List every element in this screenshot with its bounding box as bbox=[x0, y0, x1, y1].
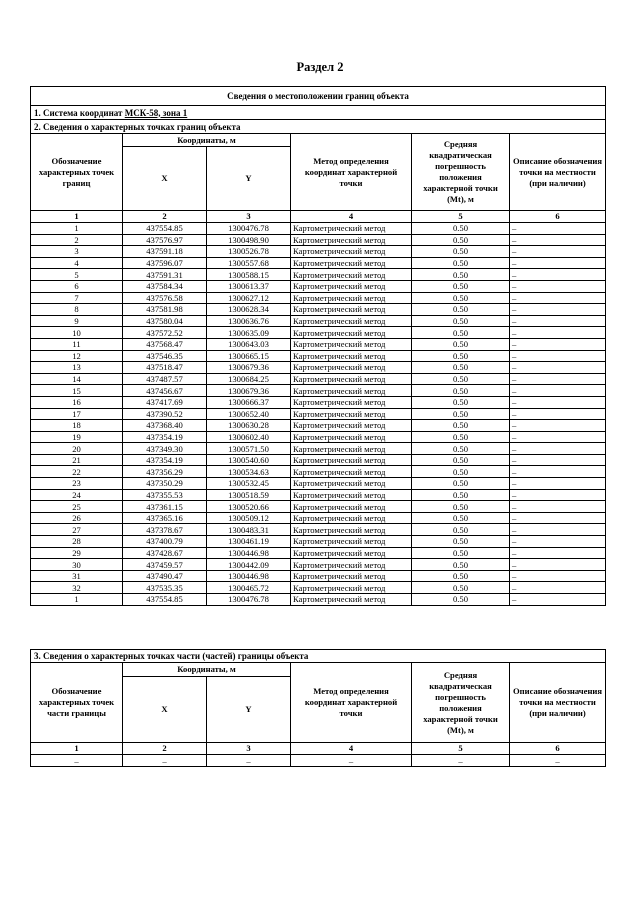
method-cell: Картометрический метод bbox=[291, 524, 412, 536]
point-id-cell: 19 bbox=[31, 431, 123, 443]
error-cell: 0.50 bbox=[412, 536, 510, 548]
error-cell: 0.50 bbox=[412, 570, 510, 582]
table-row bbox=[31, 350, 606, 362]
header-description: Описание обозначения точки на местности (при наличии) bbox=[510, 663, 606, 743]
point-id-cell: 23 bbox=[31, 478, 123, 490]
x-cell: 437400.79 bbox=[123, 536, 207, 548]
description-cell: – bbox=[510, 443, 606, 455]
header-description: Описание обозначения точки на местности (при наличии) bbox=[510, 134, 606, 211]
column-number: 1 bbox=[31, 211, 123, 223]
table-row bbox=[31, 257, 606, 269]
method-cell: Картометрический метод bbox=[291, 431, 412, 443]
point-id-cell: 31 bbox=[31, 570, 123, 582]
x-cell: 437349.30 bbox=[123, 443, 207, 455]
error-cell: 0.50 bbox=[412, 223, 510, 235]
description-cell: – bbox=[510, 280, 606, 292]
error-cell: 0.50 bbox=[412, 582, 510, 594]
point-id-cell: 24 bbox=[31, 489, 123, 501]
point-id-cell: 1 bbox=[31, 594, 123, 606]
error-cell: 0.50 bbox=[412, 280, 510, 292]
y-cell: 1300557.68 bbox=[207, 257, 291, 269]
table-row bbox=[31, 466, 606, 478]
error-cell: 0.50 bbox=[412, 350, 510, 362]
point-id-cell: 29 bbox=[31, 547, 123, 559]
method-cell: Картометрический метод bbox=[291, 396, 412, 408]
point-id-cell: 13 bbox=[31, 362, 123, 374]
point-id-cell: 14 bbox=[31, 373, 123, 385]
header-coords: Координаты, м bbox=[123, 134, 291, 147]
point-id-cell: 1 bbox=[31, 223, 123, 235]
table-row bbox=[31, 234, 606, 246]
method-cell: Картометрический метод bbox=[291, 292, 412, 304]
point-id-cell: 16 bbox=[31, 396, 123, 408]
header-method: Метод определения координат характерной точки bbox=[291, 663, 412, 743]
method-cell: Картометрический метод bbox=[291, 443, 412, 455]
x-cell: 437596.07 bbox=[123, 257, 207, 269]
table-row bbox=[31, 489, 606, 501]
method-cell: – bbox=[291, 755, 412, 767]
y-cell: 1300627.12 bbox=[207, 292, 291, 304]
page-title: Раздел 2 bbox=[296, 60, 344, 74]
point-id-cell: 28 bbox=[31, 536, 123, 548]
x-cell: 437576.58 bbox=[123, 292, 207, 304]
table-row bbox=[31, 582, 606, 594]
y-cell: 1300602.40 bbox=[207, 431, 291, 443]
column-number: 5 bbox=[412, 743, 510, 755]
y-cell: 1300446.98 bbox=[207, 547, 291, 559]
error-cell: 0.50 bbox=[412, 512, 510, 524]
method-cell: Картометрический метод bbox=[291, 385, 412, 397]
table-row bbox=[31, 304, 606, 316]
y-cell: 1300571.50 bbox=[207, 443, 291, 455]
y-cell: 1300613.37 bbox=[207, 280, 291, 292]
method-cell: Картометрический метод bbox=[291, 223, 412, 235]
error-cell: 0.50 bbox=[412, 257, 510, 269]
table-row bbox=[31, 362, 606, 374]
method-cell: Картометрический метод bbox=[291, 373, 412, 385]
column-number: 6 bbox=[510, 211, 606, 223]
method-cell: Картометрический метод bbox=[291, 570, 412, 582]
table-row bbox=[31, 315, 606, 327]
x-cell: 437581.98 bbox=[123, 304, 207, 316]
error-cell: 0.50 bbox=[412, 478, 510, 490]
description-cell: – bbox=[510, 362, 606, 374]
header-x: X bbox=[123, 677, 207, 743]
y-cell: 1300532.45 bbox=[207, 478, 291, 490]
x-cell: 437576.97 bbox=[123, 234, 207, 246]
point-id-cell: 11 bbox=[31, 338, 123, 350]
description-cell: – bbox=[510, 327, 606, 339]
table-row bbox=[31, 594, 606, 606]
point-id-cell: 32 bbox=[31, 582, 123, 594]
table-row bbox=[31, 396, 606, 408]
description-cell: – bbox=[510, 420, 606, 432]
point-id-cell: 15 bbox=[31, 385, 123, 397]
point-id-cell: – bbox=[31, 755, 123, 767]
x-cell: 437546.35 bbox=[123, 350, 207, 362]
y-cell: 1300636.76 bbox=[207, 315, 291, 327]
error-cell: 0.50 bbox=[412, 315, 510, 327]
error-cell: 0.50 bbox=[412, 443, 510, 455]
x-cell: 437490.47 bbox=[123, 570, 207, 582]
x-cell: 437487.57 bbox=[123, 373, 207, 385]
point-id-cell: 7 bbox=[31, 292, 123, 304]
description-cell: – bbox=[510, 536, 606, 548]
y-cell: 1300679.36 bbox=[207, 385, 291, 397]
x-cell: 437459.57 bbox=[123, 559, 207, 571]
x-cell: 437591.18 bbox=[123, 246, 207, 258]
error-cell: – bbox=[412, 755, 510, 767]
header-error: Средняя квадратическая погрешность положения характерной точки (Mt), м bbox=[412, 663, 510, 743]
y-cell: 1300461.19 bbox=[207, 536, 291, 548]
header-y: Y bbox=[207, 677, 291, 743]
error-cell: 0.50 bbox=[412, 234, 510, 246]
error-cell: 0.50 bbox=[412, 338, 510, 350]
column-numbers-row bbox=[31, 211, 606, 223]
error-cell: 0.50 bbox=[412, 396, 510, 408]
section-header: Сведения о местоположении границ объекта bbox=[31, 87, 606, 106]
header-method: Метод определения координат характерной точки bbox=[291, 134, 412, 211]
column-number: 3 bbox=[207, 743, 291, 755]
error-cell: 0.50 bbox=[412, 594, 510, 606]
table-row bbox=[31, 280, 606, 292]
x-cell: 437378.67 bbox=[123, 524, 207, 536]
x-cell: 437354.19 bbox=[123, 431, 207, 443]
section3-title: 3. Сведения о характерных точках части (частей) границы объекта bbox=[31, 650, 606, 663]
column-number: 4 bbox=[291, 211, 412, 223]
coord-system bbox=[31, 106, 606, 120]
description-cell: – bbox=[510, 269, 606, 281]
description-cell: – bbox=[510, 524, 606, 536]
method-cell: Картометрический метод bbox=[291, 466, 412, 478]
column-number: 4 bbox=[291, 743, 412, 755]
y-cell: 1300483.31 bbox=[207, 524, 291, 536]
method-cell: Картометрический метод bbox=[291, 280, 412, 292]
y-cell: 1300509.12 bbox=[207, 512, 291, 524]
error-cell: 0.50 bbox=[412, 385, 510, 397]
x-cell: 437361.15 bbox=[123, 501, 207, 513]
x-cell: 437572.52 bbox=[123, 327, 207, 339]
section2-title: 2. Сведения о характерных точках границ объекта bbox=[31, 120, 606, 134]
error-cell: 0.50 bbox=[412, 408, 510, 420]
point-id-cell: 18 bbox=[31, 420, 123, 432]
description-cell: – bbox=[510, 234, 606, 246]
table-row bbox=[31, 408, 606, 420]
description-cell: – bbox=[510, 501, 606, 513]
description-cell: – bbox=[510, 547, 606, 559]
y-cell: 1300588.15 bbox=[207, 269, 291, 281]
error-cell: 0.50 bbox=[412, 292, 510, 304]
point-id-cell: 12 bbox=[31, 350, 123, 362]
x-cell: 437518.47 bbox=[123, 362, 207, 374]
y-cell: 1300520.66 bbox=[207, 501, 291, 513]
error-cell: 0.50 bbox=[412, 489, 510, 501]
method-cell: Картометрический метод bbox=[291, 408, 412, 420]
error-cell: 0.50 bbox=[412, 327, 510, 339]
point-id-cell: 4 bbox=[31, 257, 123, 269]
y-cell: 1300666.37 bbox=[207, 396, 291, 408]
description-cell: – bbox=[510, 292, 606, 304]
part-points-table bbox=[30, 649, 606, 767]
table-row bbox=[31, 547, 606, 559]
x-cell: 437428.67 bbox=[123, 547, 207, 559]
table-row bbox=[31, 755, 606, 767]
table-row bbox=[31, 559, 606, 571]
method-cell: Картометрический метод bbox=[291, 512, 412, 524]
description-cell: – bbox=[510, 755, 606, 767]
x-cell: 437568.47 bbox=[123, 338, 207, 350]
point-id-cell: 3 bbox=[31, 246, 123, 258]
y-cell: 1300465.72 bbox=[207, 582, 291, 594]
y-cell: 1300652.40 bbox=[207, 408, 291, 420]
error-cell: 0.50 bbox=[412, 431, 510, 443]
method-cell: Картометрический метод bbox=[291, 547, 412, 559]
x-cell: 437554.85 bbox=[123, 594, 207, 606]
x-cell: 437350.29 bbox=[123, 478, 207, 490]
method-cell: Картометрический метод bbox=[291, 420, 412, 432]
header-y: Y bbox=[207, 147, 291, 211]
point-id-cell: 26 bbox=[31, 512, 123, 524]
x-cell: 437584.34 bbox=[123, 280, 207, 292]
method-cell: Картометрический метод bbox=[291, 501, 412, 513]
description-cell: – bbox=[510, 431, 606, 443]
description-cell: – bbox=[510, 385, 606, 397]
description-cell: – bbox=[510, 396, 606, 408]
method-cell: Картометрический метод bbox=[291, 304, 412, 316]
table-row bbox=[31, 478, 606, 490]
x-cell: 437390.52 bbox=[123, 408, 207, 420]
y-cell: – bbox=[207, 755, 291, 767]
method-cell: Картометрический метод bbox=[291, 315, 412, 327]
error-cell: 0.50 bbox=[412, 362, 510, 374]
x-cell: 437365.16 bbox=[123, 512, 207, 524]
y-cell: 1300498.90 bbox=[207, 234, 291, 246]
y-cell: 1300518.59 bbox=[207, 489, 291, 501]
header-coords: Координаты, м bbox=[123, 663, 291, 677]
method-cell: Картометрический метод bbox=[291, 362, 412, 374]
description-cell: – bbox=[510, 489, 606, 501]
description-cell: – bbox=[510, 478, 606, 490]
y-cell: 1300630.28 bbox=[207, 420, 291, 432]
y-cell: 1300643.03 bbox=[207, 338, 291, 350]
description-cell: – bbox=[510, 512, 606, 524]
table-row bbox=[31, 223, 606, 235]
table-row bbox=[31, 536, 606, 548]
header-x: X bbox=[123, 147, 207, 211]
x-cell: 437456.67 bbox=[123, 385, 207, 397]
table-row bbox=[31, 454, 606, 466]
method-cell: Картометрический метод bbox=[291, 582, 412, 594]
table-row bbox=[31, 327, 606, 339]
points-table bbox=[30, 86, 606, 606]
point-id-cell: 25 bbox=[31, 501, 123, 513]
header-point-designation: Обозначение характерных точек границ bbox=[31, 134, 123, 211]
table-row bbox=[31, 512, 606, 524]
x-cell: 437535.35 bbox=[123, 582, 207, 594]
error-cell: 0.50 bbox=[412, 269, 510, 281]
method-cell: Картометрический метод bbox=[291, 246, 412, 258]
description-cell: – bbox=[510, 246, 606, 258]
y-cell: 1300628.34 bbox=[207, 304, 291, 316]
error-cell: 0.50 bbox=[412, 420, 510, 432]
coord-system-prefix: 1. Система координат bbox=[34, 107, 125, 118]
method-cell: Картометрический метод bbox=[291, 257, 412, 269]
description-cell: – bbox=[510, 350, 606, 362]
x-cell: 437554.85 bbox=[123, 223, 207, 235]
description-cell: – bbox=[510, 373, 606, 385]
error-cell: 0.50 bbox=[412, 559, 510, 571]
description-cell: – bbox=[510, 408, 606, 420]
x-cell: 437356.29 bbox=[123, 466, 207, 478]
table-row bbox=[31, 570, 606, 582]
error-cell: 0.50 bbox=[412, 246, 510, 258]
error-cell: 0.50 bbox=[412, 466, 510, 478]
method-cell: Картометрический метод bbox=[291, 327, 412, 339]
table-row bbox=[31, 524, 606, 536]
error-cell: 0.50 bbox=[412, 454, 510, 466]
table-row bbox=[31, 269, 606, 281]
point-id-cell: 22 bbox=[31, 466, 123, 478]
description-cell: – bbox=[510, 304, 606, 316]
method-cell: Картометрический метод bbox=[291, 594, 412, 606]
x-cell: 437591.31 bbox=[123, 269, 207, 281]
method-cell: Картометрический метод bbox=[291, 536, 412, 548]
description-cell: – bbox=[510, 223, 606, 235]
y-cell: 1300534.63 bbox=[207, 466, 291, 478]
y-cell: 1300442.09 bbox=[207, 559, 291, 571]
error-cell: 0.50 bbox=[412, 373, 510, 385]
y-cell: 1300476.78 bbox=[207, 223, 291, 235]
point-id-cell: 5 bbox=[31, 269, 123, 281]
column-number: 2 bbox=[123, 211, 207, 223]
method-cell: Картометрический метод bbox=[291, 234, 412, 246]
table-row bbox=[31, 420, 606, 432]
error-cell: 0.50 bbox=[412, 524, 510, 536]
y-cell: 1300446.98 bbox=[207, 570, 291, 582]
description-cell: – bbox=[510, 559, 606, 571]
y-cell: 1300476.78 bbox=[207, 594, 291, 606]
method-cell: Картометрический метод bbox=[291, 269, 412, 281]
x-cell: 437580.04 bbox=[123, 315, 207, 327]
error-cell: 0.50 bbox=[412, 501, 510, 513]
point-id-cell: 27 bbox=[31, 524, 123, 536]
table-row bbox=[31, 501, 606, 513]
error-cell: 0.50 bbox=[412, 547, 510, 559]
y-cell: 1300526.78 bbox=[207, 246, 291, 258]
y-cell: 1300635.09 bbox=[207, 327, 291, 339]
method-cell: Картометрический метод bbox=[291, 559, 412, 571]
point-id-cell: 21 bbox=[31, 454, 123, 466]
point-id-cell: 20 bbox=[31, 443, 123, 455]
method-cell: Картометрический метод bbox=[291, 478, 412, 490]
point-id-cell: 10 bbox=[31, 327, 123, 339]
table-row bbox=[31, 385, 606, 397]
header-point-designation-part: Обозначение характерных точек части границы bbox=[31, 663, 123, 743]
x-cell: – bbox=[123, 755, 207, 767]
x-cell: 437368.40 bbox=[123, 420, 207, 432]
method-cell: Картометрический метод bbox=[291, 338, 412, 350]
description-cell: – bbox=[510, 582, 606, 594]
x-cell: 437355.53 bbox=[123, 489, 207, 501]
table-row bbox=[31, 246, 606, 258]
description-cell: – bbox=[510, 454, 606, 466]
y-cell: 1300665.15 bbox=[207, 350, 291, 362]
y-cell: 1300684.25 bbox=[207, 373, 291, 385]
description-cell: – bbox=[510, 594, 606, 606]
description-cell: – bbox=[510, 257, 606, 269]
description-cell: – bbox=[510, 315, 606, 327]
point-id-cell: 8 bbox=[31, 304, 123, 316]
point-id-cell: 2 bbox=[31, 234, 123, 246]
method-cell: Картометрический метод bbox=[291, 454, 412, 466]
x-cell: 437354.19 bbox=[123, 454, 207, 466]
description-cell: – bbox=[510, 570, 606, 582]
error-cell: 0.50 bbox=[412, 304, 510, 316]
column-numbers-row bbox=[31, 743, 606, 755]
table-row bbox=[31, 338, 606, 350]
y-cell: 1300540.60 bbox=[207, 454, 291, 466]
column-number: 5 bbox=[412, 211, 510, 223]
header-error: Средняя квадратическая погрешность положения характерной точки (Mt), м bbox=[412, 134, 510, 211]
y-cell: 1300679.36 bbox=[207, 362, 291, 374]
method-cell: Картометрический метод bbox=[291, 350, 412, 362]
point-id-cell: 30 bbox=[31, 559, 123, 571]
column-number: 1 bbox=[31, 743, 123, 755]
table-row bbox=[31, 431, 606, 443]
coord-system-value: МСК-58, зона 1 bbox=[124, 107, 188, 118]
column-number: 3 bbox=[207, 211, 291, 223]
point-id-cell: 17 bbox=[31, 408, 123, 420]
table-row bbox=[31, 292, 606, 304]
method-cell: Картометрический метод bbox=[291, 489, 412, 501]
column-number: 6 bbox=[510, 743, 606, 755]
column-number: 2 bbox=[123, 743, 207, 755]
point-id-cell: 6 bbox=[31, 280, 123, 292]
table-row bbox=[31, 443, 606, 455]
description-cell: – bbox=[510, 466, 606, 478]
x-cell: 437417.69 bbox=[123, 396, 207, 408]
point-id-cell: 9 bbox=[31, 315, 123, 327]
description-cell: – bbox=[510, 338, 606, 350]
table-row bbox=[31, 373, 606, 385]
